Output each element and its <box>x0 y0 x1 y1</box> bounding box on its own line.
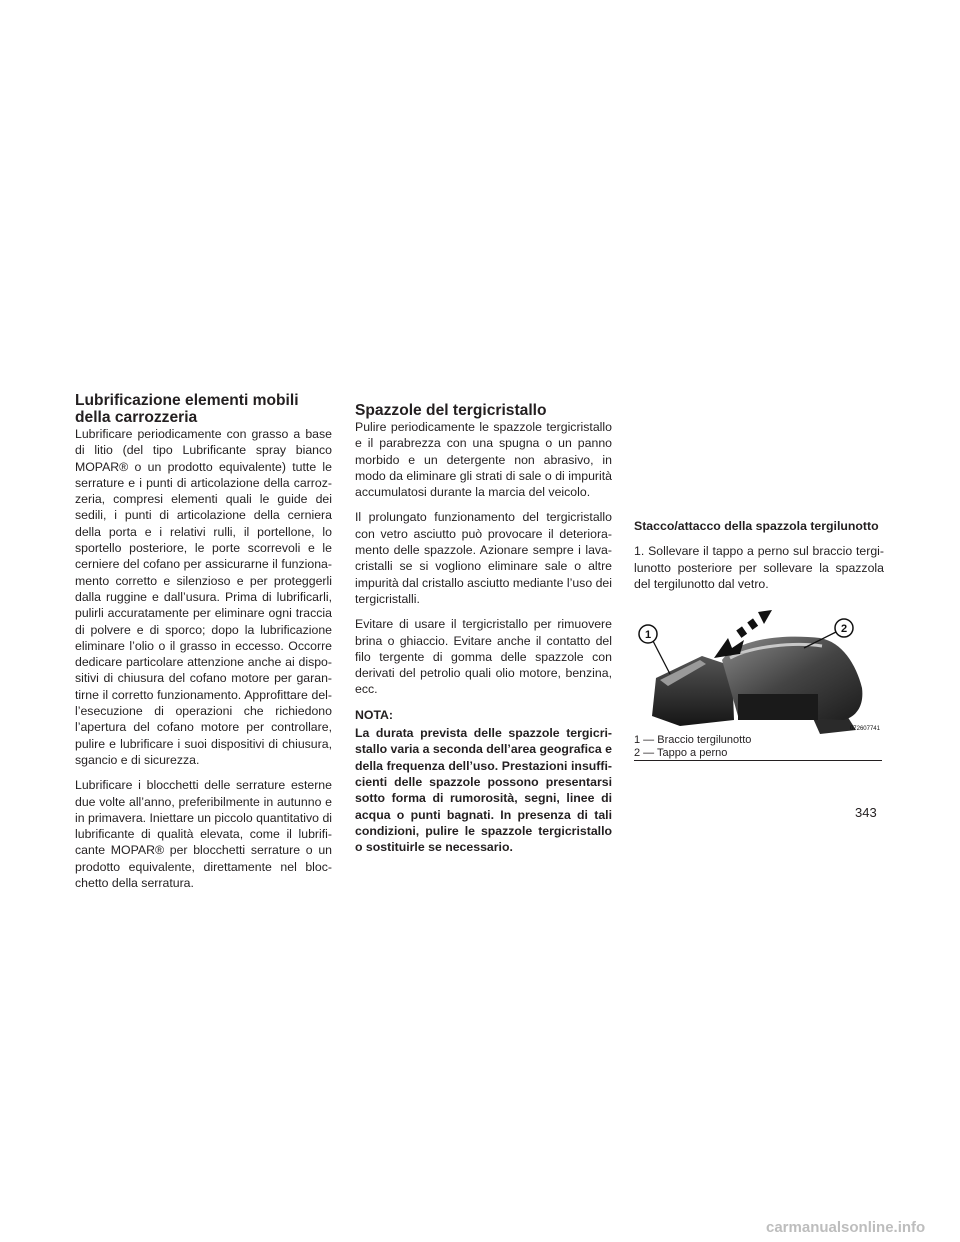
paragraph-wipers-2: Il prolungato funzionamento del tergicristallo con vetro asciutto può provocare il deteriora-mento delle spazzole. Azionare sempre i lava-cristalli se si vogliono eliminare sale o altre impurità dal cristallo asciutto mediante l’uso dei tergicristalli. <box>355 510 612 606</box>
page-number: 343 <box>855 805 877 820</box>
section-heading-wipers: Spazzole del tergicristallo <box>355 402 547 419</box>
step-1: 1. Sollevare il tappo a perno sul braccio tergi-lunotto posteriore per sollevare la spazzola del tergilunotto dal vetro. <box>634 544 884 591</box>
wiper-illustration <box>634 608 882 734</box>
paragraph-lubrification-1: Lubrificare periodicamente con grasso a base di litio (del tipo Lubrificante spray bianco MOPAR® o un prodotto equivalente) tutte le serrature e i punti di articolazione della carroz-zeria, compresi elementi quali le guide dei sedili, i punti di articolazione della cerniera della porta e i relativi rulli, il portellone, lo sportello posteriore, le porte scorrevoli e le cerniere del cofano per assicurarne il funziona-mento corretto e silenzioso e per proteggerli dalla ruggine e dall’usura. Prima di lubrificarli, pulirli accuratamente per eliminare ogni traccia di polvere e di sporco; dopo la lubrificazione eliminare l’olio o il grasso in eccesso. Occorre dedicare particolare attenzione anche ai dispo-sitivi di chiusura del cofano motore per garan-tirne il corretto funzionamento. Approfittare del-l’esecuzione di operazioni che richiedono l’apertura del cofano motore per controllare, pulire e lubrificare i suoi dispositivi di chiusura, sgancio e di sicurezza. <box>75 427 332 767</box>
callout-1-leader <box>653 641 670 674</box>
note-label: NOTA: <box>355 707 394 722</box>
note-text: La durata prevista delle spazzole tergicri-stallo varia a seconda dell’area geografica e della frequenza dell’uso. Prestazioni insuffi-cienti delle spazzole possono presentarsi sotto forma di rumorosità, segni, linee di acqua o punti bagnati. In presenza di tali condizioni, pulire le spazzole tergicristallo o sostituirle se necessario. <box>355 726 612 855</box>
paragraph-wipers-1: Pulire periodicamente le spazzole tergicristallo e il parabrezza con una spugna o un panno morbido e un detergente non abrasivo, in modo da eliminare gli strati di sale o di impurità accumulatosi durante la marcia del veicolo. <box>355 420 612 500</box>
watermark: carmanualsonline.info <box>766 1219 926 1236</box>
rear-wiper-figure <box>634 608 882 734</box>
callout-2: 2 <box>840 623 848 636</box>
figure-caption <box>634 734 882 761</box>
paragraph-wipers-3: Evitare di usare il tergicristallo per rimuovere brina o ghiaccio. Evitare anche il contatto del filo tergente di gomma delle spazzole con derivati del petrolio quali olio motore, benzina, ecc. <box>355 617 612 697</box>
section-heading-lubrification: Lubrificazione elementi mobili della carrozzeria <box>75 392 299 426</box>
column-left <box>75 392 332 900</box>
column-middle <box>355 392 612 864</box>
figure-code: 072607741 <box>849 726 880 733</box>
cap-shadow <box>738 694 818 720</box>
caption-line-1: 1 — Braccio tergilunotto <box>634 734 752 747</box>
paragraph-lubrification-2: Lubrificare i blocchetti delle serrature esterne due volte all’anno, preferibilmente in autunno e in primavera. Iniettare un piccolo quantitativo di lubrificante di qualità elevata, come il lubrifi-cante MOPAR® per blocchetti serrature o un prodotto equivalente, direttamente nel bloc-chetto della serratura. <box>75 778 333 891</box>
callout-1: 1 <box>644 629 652 642</box>
caption-line-2: 2 — Tappo a perno <box>634 746 728 759</box>
column-right <box>634 392 884 761</box>
subheading-rear-wiper: Stacco/attacco della spazzola tergilunotto <box>634 519 879 533</box>
